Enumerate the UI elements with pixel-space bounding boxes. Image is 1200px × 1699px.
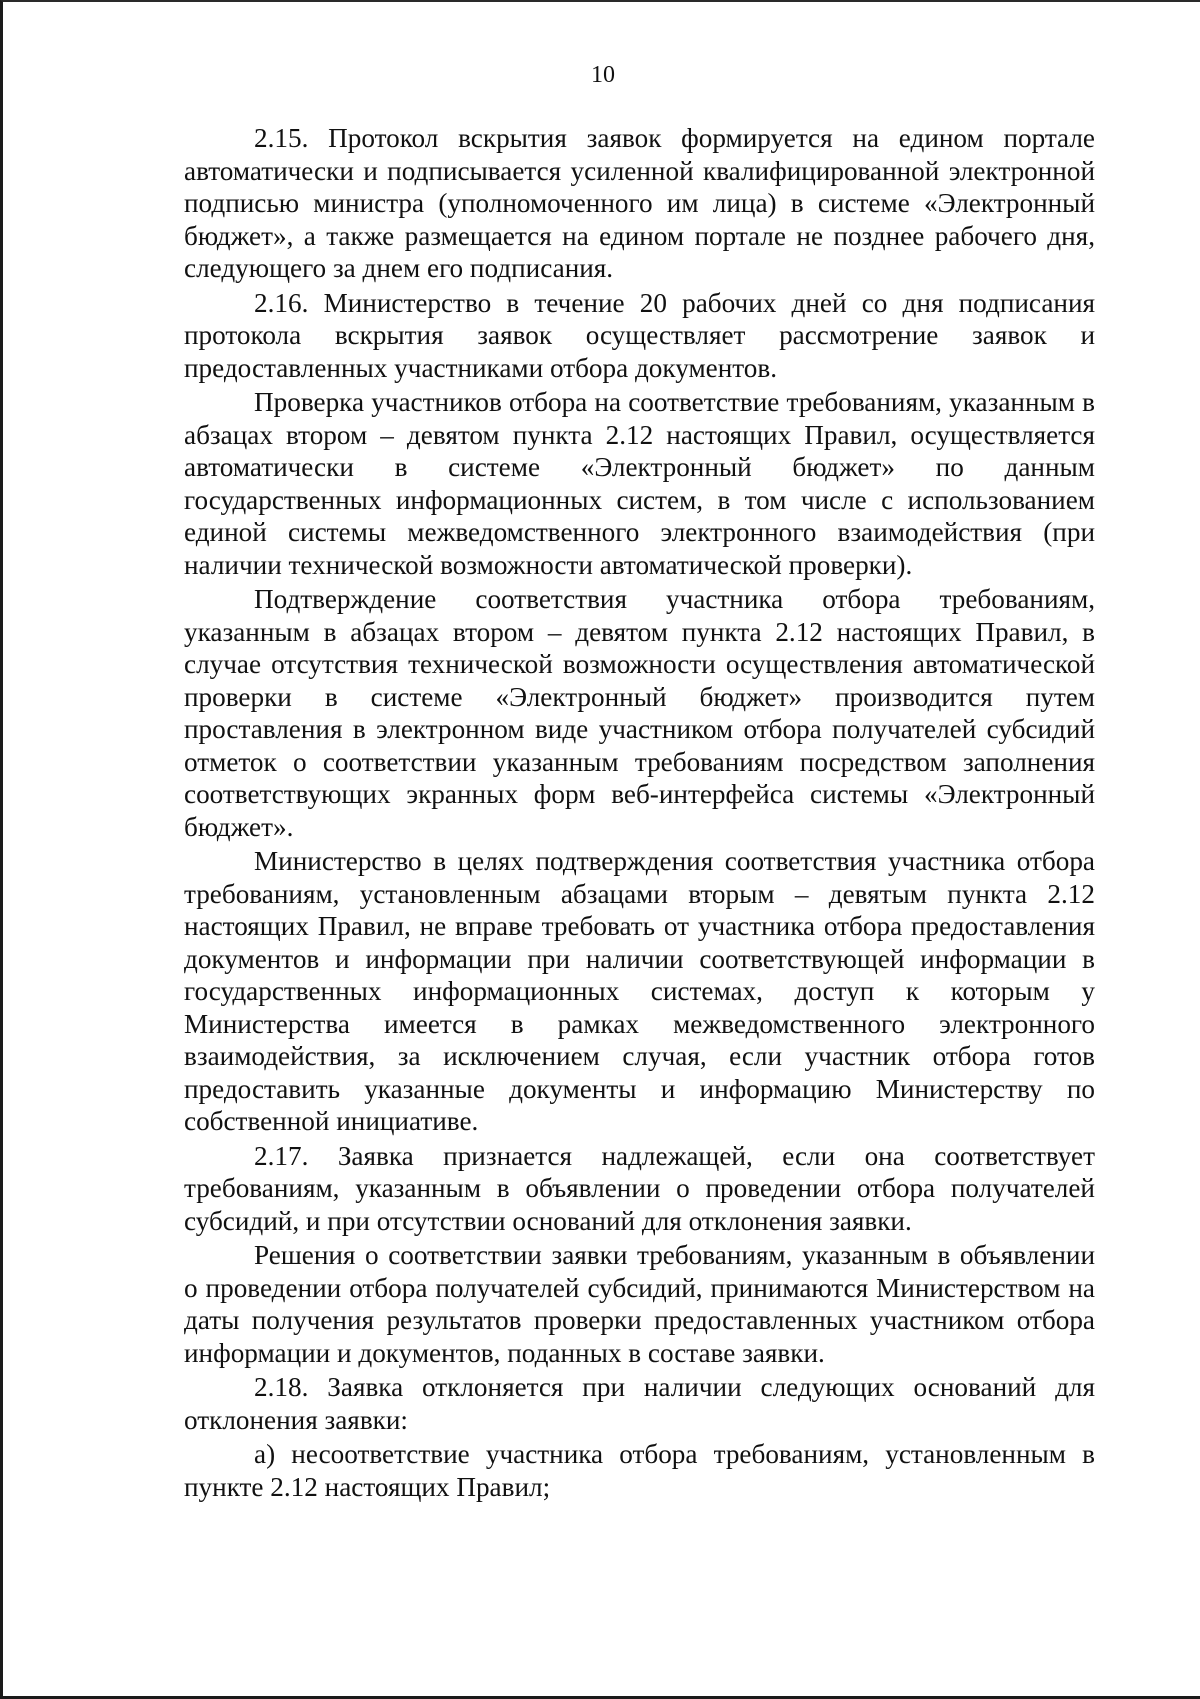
page-number: 10	[591, 62, 615, 88]
paragraph-confirmation: Подтверждение соответствия участника отбора требованиям, указанным в абзацах втором – девятом пункта 2.12 настоящих Правил, в случае отсутствия технической возможности осуществления автоматической проверки в системе «Электронный бюджет» производится путем проставления в электронном виде участником отбора получателей субсидий отметок о соответствии указанным требованиям посредством заполнения соответствующих экранных форм веб-интерфейса системы «Электронный бюджет».	[184, 584, 1095, 842]
paragraph-verification: Проверка участников отбора на соответствие требованиям, указанным в абзацах втором – девятом пункта 2.12 настоящих Правил, осуществляется автоматически в системе «Электронный бюджет» по данным государственных информационных систем, в том числе с использованием единой системы межведомственного электронного взаимодействия (при наличии технической возможности автоматической проверки).	[184, 387, 1095, 580]
paragraph-2-16: 2.16. Министерство в течение 20 рабочих дней со дня подписания протокола вскрытия заявок осуществляет рассмотрение заявок и предоставленных участниками отбора документов.	[184, 287, 1095, 383]
paragraph-2-18-a: а) несоответствие участника отбора требованиям, установленным в пункте 2.12 настоящих Правил;	[184, 1439, 1095, 1502]
paragraph-2-18: 2.18. Заявка отклоняется при наличии следующих оснований для отклонения заявки:	[184, 1372, 1095, 1435]
paragraph-ministry-rights: Министерство в целях подтверждения соответствия участника отбора требованиям, установленным абзацами вторым – девятым пункта 2.12 настоящих Правил, не вправе требовать от участника отбора предоставления документов и информации при наличии соответствующей информации в государственных информационных системах, доступ к которым у Министерства имеется в рамках межведомственного электронного взаимодействия, за исключением случая, если участник отбора готов предоставить указанные документы и информацию Министерству по собственной инициативе.	[184, 846, 1095, 1136]
paragraph-decisions: Решения о соответствии заявки требованиям, указанным в объявлении о проведении отбора получателей субсидий, принимаются Министерством на даты получения результатов проверки предоставленных участником отбора информации и документов, поданных в составе заявки.	[184, 1240, 1095, 1368]
paragraph-2-17: 2.17. Заявка признается надлежащей, если она соответствует требованиям, указанным в объявлении о проведении отбора получателей субсидий, и при отсутствии оснований для отклонения заявки.	[184, 1140, 1095, 1236]
paragraph-2-15: 2.15. Протокол вскрытия заявок формируется на едином портале автоматически и подписывается усиленной квалифицированной электронной подписью министра (уполномоченного им лица) в системе «Электронный бюджет», а также размещается на едином портале не позднее рабочего дня, следующего за днем его подписания.	[184, 123, 1095, 283]
document-body	[184, 122, 1095, 1505]
